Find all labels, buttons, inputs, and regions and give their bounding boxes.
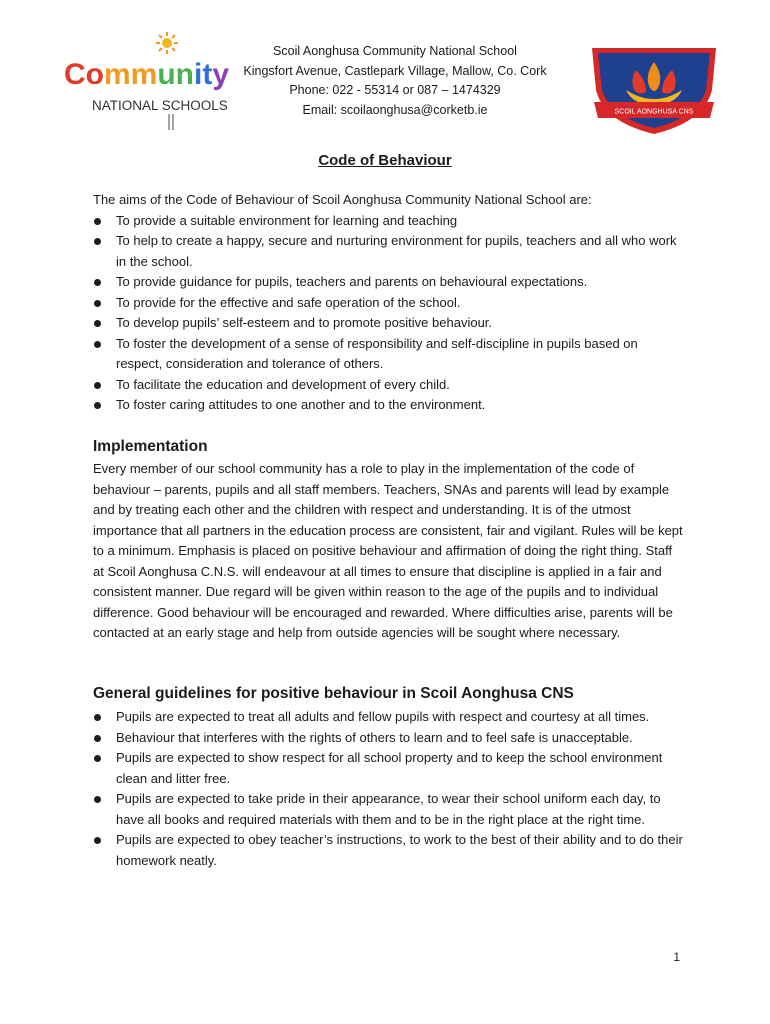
list-item: To develop pupils’ self-esteem and to promote positive behaviour. <box>93 313 683 334</box>
page-number: 1 <box>673 950 680 964</box>
guidelines-heading: General guidelines for positive behaviour in Scoil Aonghusa CNS <box>93 685 574 702</box>
list-item: To facilitate the education and development of every child. <box>93 375 683 396</box>
list-item: Pupils are expected to obey teacher’s instructions, to work to the best of their ability and to do their homework neatly. <box>93 830 683 871</box>
list-item: Pupils are expected to take pride in their appearance, to wear their school uniform each day, to have all books and required materials with them and to be in the right place at the right time. <box>93 789 683 830</box>
page-title: Code of Behaviour <box>318 152 452 169</box>
list-item: To provide guidance for pupils, teachers and parents on behavioural expectations. <box>93 272 683 293</box>
school-email: Email: scoilaonghusa@corketb.ie <box>302 102 488 117</box>
implementation-heading: Implementation <box>93 438 208 455</box>
school-name: Scoil Aonghusa Community National School <box>273 44 517 58</box>
implementation-section <box>93 436 683 644</box>
school-phone: Phone: 022 - 55314 or 087 – 1474329 <box>289 83 501 97</box>
guidelines-list <box>93 707 683 871</box>
list-item: To foster the development of a sense of responsibility and self-discipline in pupils based on respect, consideration and tolerance of others. <box>93 334 683 375</box>
school-address: Kingsfort Avenue, Castlepark Village, Mallow, Co. Cork <box>243 63 547 78</box>
list-item: To foster caring attitudes to one another and to the environment. <box>93 395 683 416</box>
list-item: Behaviour that interferes with the rights of others to learn and to feel safe is unacceptable. <box>93 728 683 749</box>
logo-community-text: Community <box>64 58 230 91</box>
implementation-body: Every member of our school community has a role to play in the implementation of the code of behaviour – parents, pupils and all staff members. Teachers, SNAs and parents will lead by example and by treating each other and the children with respect and understanding. It is of the utmost importance that all partners in the education process are consistent, fair and vigilant. Rules will be kept to a minimum. Emphasis is placed on positive behaviour and affirmation of doing the right thing. Staff at Scoil Aonghusa C.N.S. will endeavour at all times to ensure that discipline is applied in a fair and consistent manner. Due regard will be given within reason to the age of the pupils and to individual difference. Good behaviour will be encouraged and rewarded. Where difficulties arise, parents will be contacted at an early stage and help from outside agencies will be sought where necessary. <box>93 461 683 640</box>
community-national-schools-logo <box>62 30 230 132</box>
school-contact-header <box>215 42 575 120</box>
crest-banner-text: SCOIL AONGHUSA CNS <box>614 108 694 116</box>
aims-intro: The aims of the Code of Behaviour of Scoil Aonghusa Community National School are: <box>93 192 592 207</box>
sun-icon <box>156 32 178 54</box>
list-item: Pupils are expected to show respect for all school property and to keep the school environment clean and litter free. <box>93 748 683 789</box>
aims-list <box>93 211 683 416</box>
list-item: To provide a suitable environment for learning and teaching <box>93 211 683 232</box>
list-item: Pupils are expected to treat all adults and fellow pupils with respect and courtesy at all times. <box>93 707 683 728</box>
list-item: To provide for the effective and safe operation of the school. <box>93 293 683 314</box>
school-crest-logo <box>584 40 724 136</box>
list-item: To help to create a happy, secure and nurturing environment for pupils, teachers and all who work in the school. <box>93 231 683 272</box>
aims-section <box>93 190 683 416</box>
guidelines-section <box>93 683 683 871</box>
logo-national-schools-text: NATIONAL SCHOOLS <box>92 98 228 113</box>
